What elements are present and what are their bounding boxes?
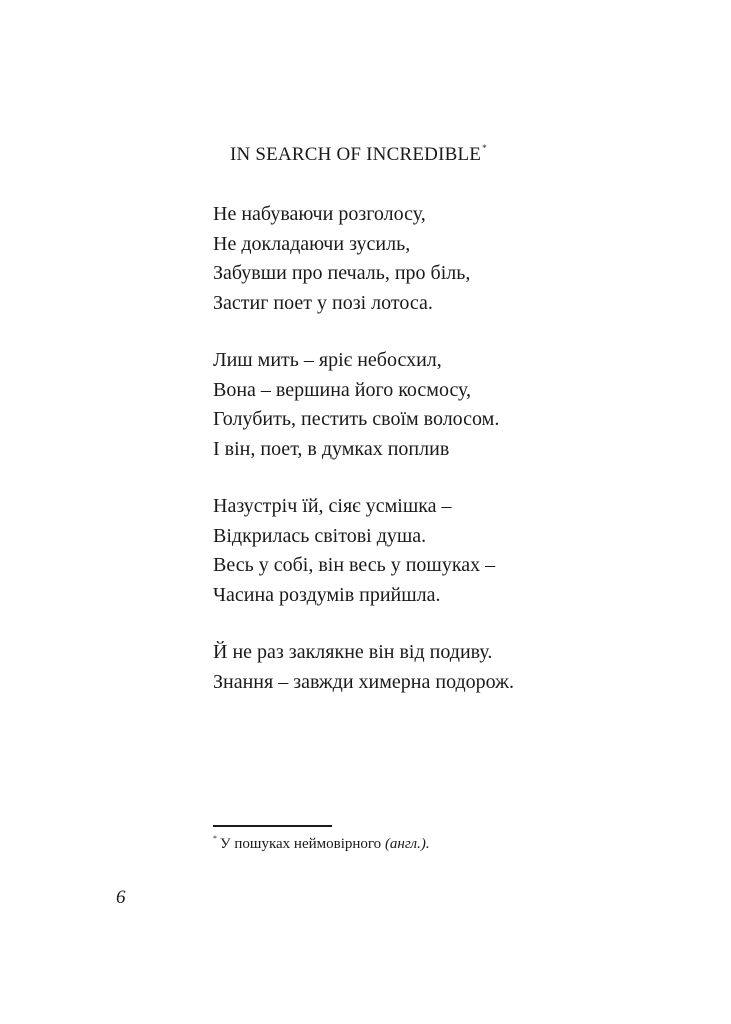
poem-line: Вона – вершина його космосу, — [213, 378, 472, 401]
poem-line: Забувши про печаль, про біль, — [213, 262, 471, 284]
poem-line: Застиг поет у позі лотоса. — [213, 291, 433, 314]
poem-title — [230, 143, 487, 166]
poem-line: Голубить, пестить своїм волосом. — [213, 408, 500, 430]
stanza-3 — [213, 492, 693, 610]
poem-title-text: IN SEARCH OF INCREDIBLE — [230, 144, 482, 165]
footnote — [213, 834, 430, 853]
page-number: 6 — [116, 887, 126, 908]
footnote-note: (англ.). — [384, 836, 430, 852]
poem-line: Лиш мить – яріє небосхил, — [213, 349, 442, 371]
poem-line: І він, поет, в думках поплив — [213, 437, 450, 460]
poem-line: Часина роздумів прийшла. — [213, 583, 441, 606]
poem-body — [213, 200, 693, 725]
poem-line: Весь у собі, він весь у пошуках – — [213, 554, 496, 576]
stanza-1 — [213, 200, 693, 318]
poem-line: Не докладаючи зусиль, — [213, 232, 411, 255]
footnote-divider — [213, 825, 332, 827]
poem-line: Й не раз заклякне він від подиву. — [213, 641, 493, 663]
poem-line: Не набуваючи розголосу, — [213, 203, 426, 225]
footnote-marker: * — [482, 143, 487, 153]
poem-line: Знання – завжди химерна подорож. — [213, 670, 514, 693]
stanza-2 — [213, 346, 693, 464]
footnote-text: У пошуках неймовірного — [220, 836, 382, 852]
stanza-4 — [213, 638, 693, 697]
poem-line: Відкрилась світові душа. — [213, 524, 427, 547]
poem-line: Назустріч їй, сіяє усмішка – — [213, 495, 452, 517]
footnote-marker: * — [213, 834, 217, 843]
